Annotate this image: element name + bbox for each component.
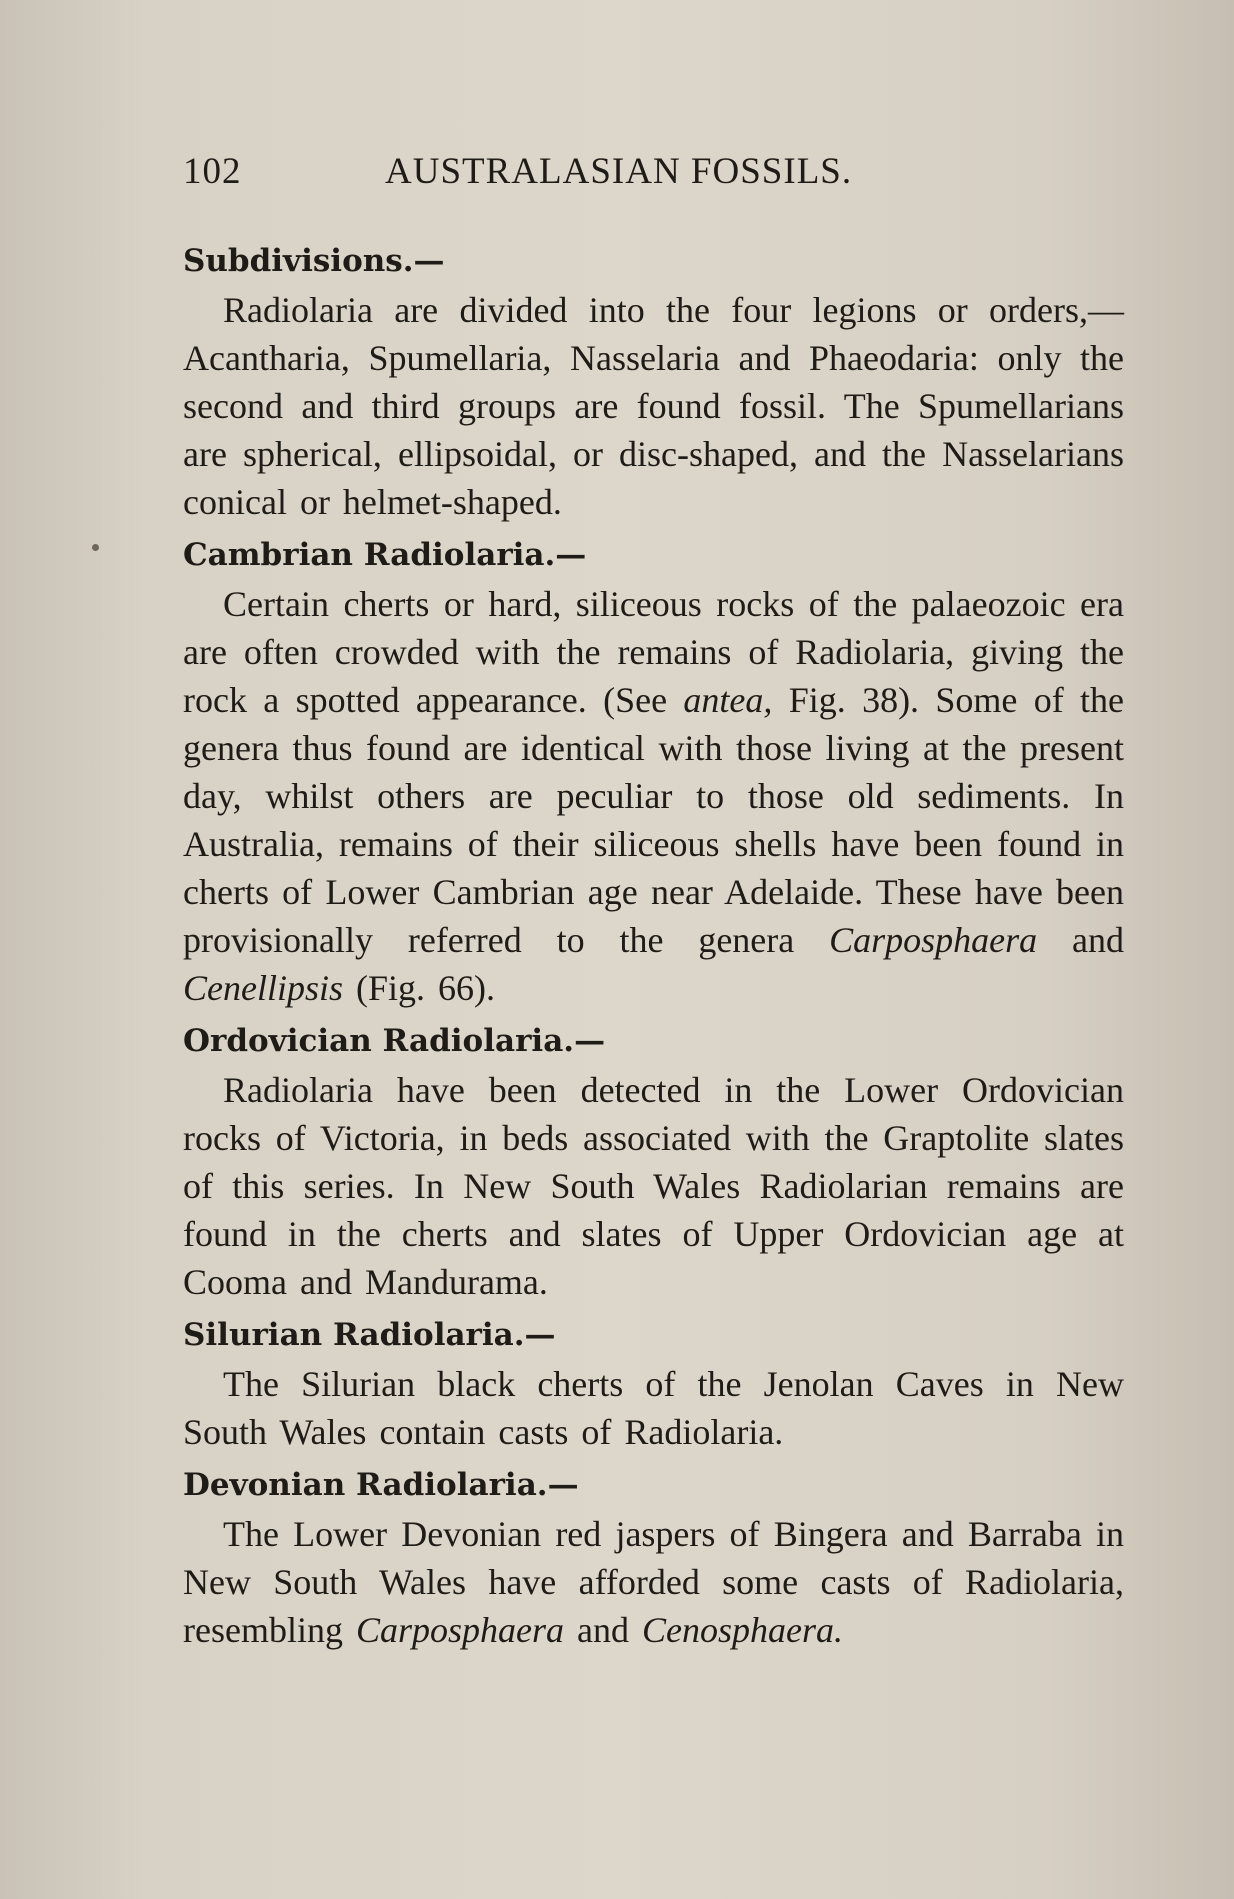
body-text: and xyxy=(1037,920,1125,960)
paper-speck xyxy=(92,544,99,551)
genus-name: Cenosphaera. xyxy=(641,1610,843,1650)
section-cambrian xyxy=(183,530,1124,1012)
section-body xyxy=(183,1360,1124,1456)
section-heading: Cambrian Radiolaria.— xyxy=(183,537,587,573)
section-body xyxy=(183,1066,1124,1306)
section-silurian xyxy=(183,1310,1124,1456)
page-number: 102 xyxy=(183,151,242,192)
section-heading: Subdivisions.— xyxy=(183,243,445,279)
genus-name: Carposphaera xyxy=(355,1610,564,1650)
section-ordovician xyxy=(183,1016,1124,1306)
section-devonian xyxy=(183,1460,1124,1654)
body-text: Radiolaria have been detected in the Lower Ordovician rocks of Victoria, in beds associated with the Graptolite slates of this series. In New South Wales Radiolarian remains are found in the cherts and slates of Upper Ordovician age at Cooma and Mandurama. xyxy=(183,1070,1124,1302)
section-subdivisions xyxy=(183,236,1124,526)
section-heading: Devonian Radiolaria.— xyxy=(183,1467,579,1503)
italic-term: antea, xyxy=(683,680,773,720)
section-body xyxy=(183,1510,1124,1654)
genus-name: Cenellipsis xyxy=(183,968,343,1008)
section-heading: Ordovician Radiolaria.— xyxy=(183,1023,606,1059)
body-text: The Silurian black cherts of the Jenolan Caves in New South Wales contain casts of Radiolaria. xyxy=(183,1364,1124,1452)
body-text: Fig. 38). Some of the genera thus found are identical with those living at the present day, whilst others are peculiar to those old sediments. In Australia, remains of their siliceous shells have been found in cherts of Lower Cambrian age near Adelaide. These have been provisionally referred to the genera xyxy=(183,680,1125,960)
body-text: (Fig. 66). xyxy=(343,968,495,1008)
book-title: AUSTRALASIAN FOSSILS. xyxy=(385,151,853,192)
body-text: and xyxy=(564,1610,642,1650)
body-text: Radiolaria are divided into the four legions or orders,—Acantharia, Spumellaria, Nasselaria and Phaeodaria: only the second and third groups are found fossil. The Spumellarians are spherical, ellipsoidal, or disc-shaped, and the Nasselarians conical or helmet-shaped. xyxy=(183,290,1124,522)
text-block xyxy=(183,236,1124,1658)
running-head xyxy=(183,150,1123,200)
genus-name: Carposphaera xyxy=(829,920,1038,960)
body-text: The Lower Devonian red jaspers of Bingera and Barraba in New South Wales have afforded some casts of Radiolaria, resembling xyxy=(183,1514,1124,1650)
section-heading: Silurian Radiolaria.— xyxy=(183,1317,556,1353)
body-text: Certain cherts or hard, siliceous rocks of the palaeozoic era are often crowded with the remains of Radiolaria, giving the rock a spotted appearance. (See xyxy=(183,584,1124,720)
section-body xyxy=(183,580,1124,1012)
section-body xyxy=(183,286,1124,526)
